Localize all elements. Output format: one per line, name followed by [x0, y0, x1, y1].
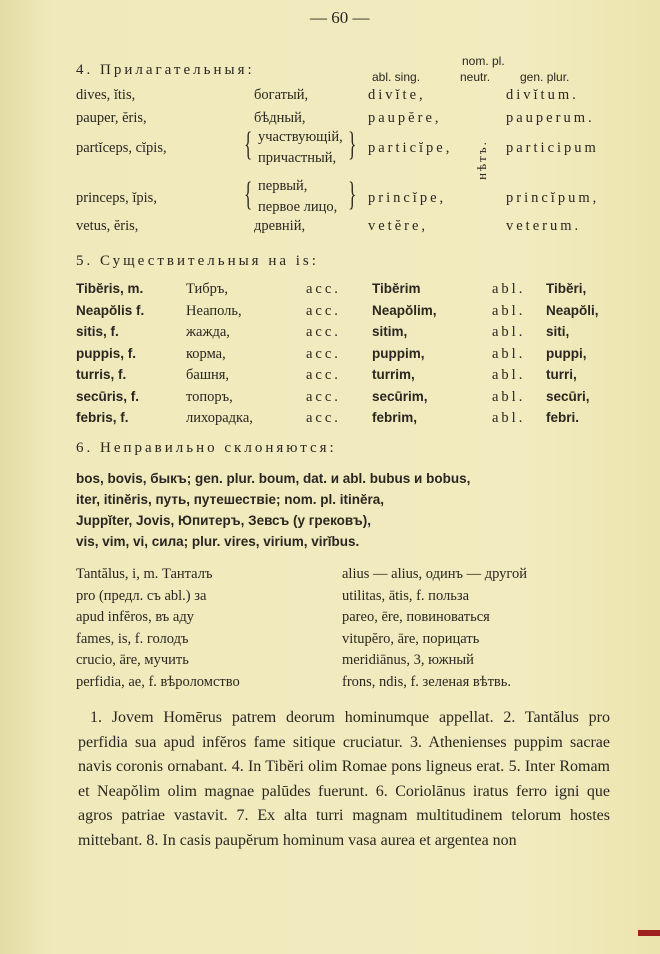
russian: бѣдный,	[254, 110, 306, 126]
latin: dives, ĭtis,	[76, 87, 136, 103]
abl-sing: particĭpe,	[368, 140, 453, 156]
exercise-sentences: 1. Jovem Homērus patrem deorum hominumque appellat. 2. Tantălus pro perfidia sua apud infĕros fame sitique cruciatur. 3. Athenienses puppim sacrae navis coronis ornabant. 4. In Tibĕri olim Romae pons ligneus erat. 5. Inter Romam et Neapŏlim olim magnae palūdes fuerunt. 6. Coriolānus iratus ferro igni que agros patriae vastavit. 7. Ex alta turri magnam multitudinem telorum hostes mittebant. 8. In casis paupĕrum hominum vasa aurea et argentea non	[78, 709, 610, 849]
vocab-entry: meridiānus, 3, южный	[342, 652, 474, 668]
noun-nom: Neapŏlis f.	[76, 302, 145, 318]
noun-nom: turris, f.	[76, 367, 127, 382]
noun-abl-l: abl.	[492, 281, 526, 297]
noun-acc: Neapŏlim,	[372, 302, 437, 318]
noun-abl: secūri,	[546, 388, 590, 404]
russian: участвующій,	[258, 129, 343, 145]
irregular-line: Juppĭter, Jovis, Юпитеръ, Зевсъ (у грековъ),	[76, 513, 371, 528]
noun-rus: жажда,	[186, 324, 230, 340]
abl-sing: divĭte,	[368, 87, 426, 103]
latin: partĭceps, cĭpis,	[76, 140, 167, 156]
vocab-entry: Tantălus, i, m. Танталъ	[76, 566, 213, 582]
noun-acc: secūrim,	[372, 388, 428, 404]
noun-row	[76, 281, 616, 301]
russian: древній,	[254, 218, 306, 234]
section-6-title: 6. Неправильно склоняются:	[76, 440, 337, 456]
gen-plur: veterum.	[506, 218, 582, 234]
gen-plur: divĭtum.	[506, 87, 579, 103]
latin: vetus, ĕris,	[76, 218, 139, 234]
noun-acc: turrim,	[372, 367, 415, 382]
noun-row	[76, 367, 616, 387]
irregular-line: bos, bovis, быкъ; gen. plur. boum, dat. и abl. bubus и bobus,	[76, 471, 471, 486]
noun-rus: Неаполь,	[186, 302, 242, 319]
noun-row	[76, 303, 616, 323]
page-number: — 60 —	[310, 8, 370, 27]
noun-abl-l: abl.	[492, 302, 526, 319]
abl-sing: paupĕre,	[368, 110, 442, 126]
noun-abl-l: abl.	[492, 388, 526, 405]
exercise-text	[78, 706, 610, 853]
vocab-entry: alius — alius, одинъ — другой	[342, 566, 528, 582]
vertical-note: нѣтъ.	[473, 140, 489, 180]
noun-acc: puppim,	[372, 345, 425, 361]
noun-abl-l: abl.	[492, 367, 526, 383]
vocab-entry: fames, is, f. голодъ	[76, 630, 189, 647]
abl-sing: princĭpe,	[368, 190, 447, 206]
noun-abl: puppi,	[546, 345, 587, 361]
noun-row	[76, 346, 616, 366]
russian: первый,	[258, 178, 308, 194]
noun-abl-l: abl.	[492, 410, 526, 426]
noun-nom: sitis, f.	[76, 324, 119, 339]
vocab-entry: pareo, ēre, повиноваться	[342, 609, 490, 625]
col-neutr: neutr.	[460, 70, 491, 84]
brace-close: }	[348, 176, 357, 213]
noun-row	[76, 324, 616, 344]
gen-plur: princĭpum,	[506, 190, 600, 206]
russian: богатый,	[254, 87, 309, 103]
vocab-entry: frons, ndis, f. зеленая вѣтвь.	[342, 673, 512, 690]
latin: pauper, ĕris,	[76, 110, 147, 126]
irregular-line: iter, itinĕris, путь, путешествіе; nom. pl. itinĕra,	[76, 492, 384, 507]
gen-plur: pauperum.	[506, 110, 595, 126]
noun-nom: puppis, f.	[76, 345, 136, 361]
col-nom-pl: nom. pl.	[462, 54, 505, 68]
noun-nom: secūris, f.	[76, 388, 140, 404]
brace-open: {	[244, 126, 253, 163]
noun-rus: Тибръ,	[186, 281, 229, 297]
adjective-row	[76, 110, 616, 130]
col-gen-plur: gen. plur.	[520, 70, 570, 84]
adjective-row	[76, 176, 616, 215]
brace-close: }	[348, 126, 357, 163]
adjective-row	[76, 126, 616, 166]
noun-acc-l: acc.	[306, 367, 341, 383]
vocab-entry: utilitas, ātis, f. польза	[342, 587, 470, 604]
russian-alt: причастный,	[258, 150, 337, 166]
abl-sing: vetĕre,	[368, 218, 429, 234]
noun-acc-l: acc.	[306, 281, 341, 297]
latin: princeps, ĭpis,	[76, 190, 157, 206]
noun-abl: Tibĕri,	[546, 281, 587, 296]
gen-plur: participum	[506, 140, 599, 156]
noun-abl: Neapŏli,	[546, 302, 599, 318]
col-abl-sing: abl. sing.	[372, 70, 421, 84]
noun-nom: febris, f.	[76, 410, 129, 425]
noun-acc-l: acc.	[306, 410, 341, 426]
noun-acc-l: acc.	[306, 302, 341, 319]
page-edge-mark	[638, 930, 660, 936]
noun-acc: sitim,	[372, 324, 408, 339]
vocab-entry: pro (предл. съ abl.) за	[76, 587, 207, 604]
adjective-row	[76, 87, 616, 107]
vocab-entry: perfidia, ae, f. вѣроломство	[76, 673, 240, 690]
noun-row	[76, 389, 616, 409]
noun-acc: febrim,	[372, 410, 418, 425]
section-5-title: 5. Существительныя на is:	[76, 253, 319, 269]
noun-acc-l: acc.	[306, 324, 341, 340]
noun-acc: Tibĕrim	[372, 281, 421, 296]
noun-acc-l: acc.	[306, 388, 341, 405]
noun-abl-l: abl.	[492, 345, 526, 362]
vocab-entry: crucio, āre, мучить	[76, 652, 189, 668]
noun-rus: башня,	[186, 367, 230, 383]
noun-abl: siti,	[546, 324, 570, 339]
noun-rus: корма,	[186, 345, 226, 362]
noun-acc-l: acc.	[306, 345, 341, 362]
vocab-entry: apud infĕros, въ аду	[76, 609, 194, 625]
noun-rus: лихорадка,	[186, 410, 253, 426]
brace-open: {	[244, 176, 253, 213]
vocab-entry: vitupĕro, āre, порицать	[342, 630, 480, 647]
section-4-title: 4. Прилагательныя:	[76, 62, 255, 78]
noun-rus: топоръ,	[186, 388, 233, 405]
noun-abl: febri.	[546, 410, 580, 425]
irregular-line: vis, vim, vi, сила; plur. vires, virium, virĭbus.	[76, 534, 360, 549]
noun-abl-l: abl.	[492, 324, 526, 340]
russian-alt: первое лицо,	[258, 199, 338, 215]
noun-abl: turri,	[546, 367, 577, 382]
adjective-row	[76, 218, 616, 238]
noun-nom: Tibĕris, m.	[76, 281, 144, 296]
noun-row	[76, 410, 616, 430]
